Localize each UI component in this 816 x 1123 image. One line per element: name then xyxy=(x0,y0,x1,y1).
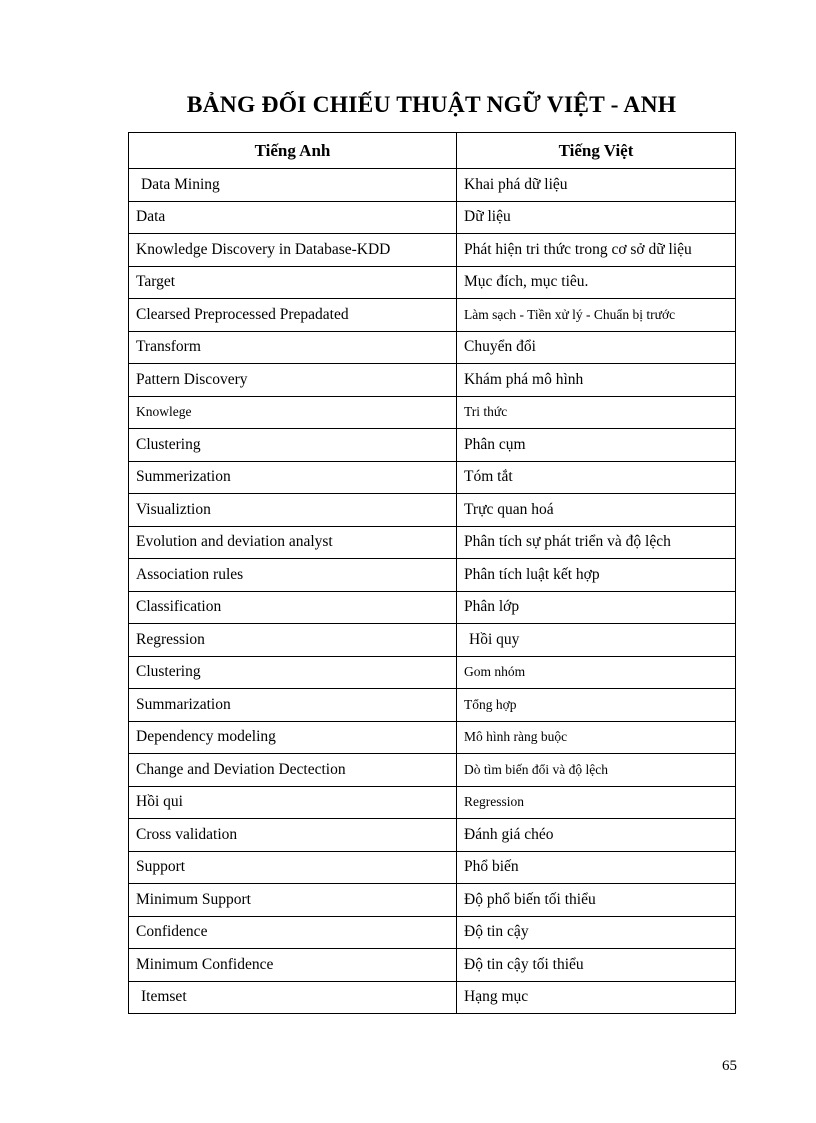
table-header-row xyxy=(129,133,736,169)
table-row xyxy=(129,786,736,819)
table-row xyxy=(129,526,736,559)
table-row xyxy=(129,234,736,267)
table-row xyxy=(129,591,736,624)
english-term: Data Mining xyxy=(129,169,457,202)
vietnamese-term: Phân lớp xyxy=(457,591,736,624)
english-term: Summerization xyxy=(129,461,457,494)
english-term: Association rules xyxy=(129,559,457,592)
vietnamese-term: Regression xyxy=(457,786,736,819)
english-term: Transform xyxy=(129,331,457,364)
vietnamese-term: Phổ biến xyxy=(457,851,736,884)
table-row xyxy=(129,624,736,657)
vietnamese-term: Phát hiện tri thức trong cơ sở dữ liệu xyxy=(457,234,736,267)
english-term: Change and Deviation Dectection xyxy=(129,754,457,787)
english-term: Summarization xyxy=(129,689,457,722)
vietnamese-term: Độ tin cậy xyxy=(457,916,736,949)
english-term: Minimum Support xyxy=(129,884,457,917)
vietnamese-term: Khám phá mô hình xyxy=(457,364,736,397)
english-term: Itemset xyxy=(129,981,457,1014)
vietnamese-term: Làm sạch - Tiền xử lý - Chuẩn bị trước xyxy=(457,299,736,332)
vietnamese-term: Mục đích, mục tiêu. xyxy=(457,266,736,299)
english-term: Clustering xyxy=(129,429,457,462)
table-row xyxy=(129,754,736,787)
english-term: Pattern Discovery xyxy=(129,364,457,397)
vietnamese-term: Phân tích sự phát triển và độ lệch xyxy=(457,526,736,559)
vietnamese-term: Phân cụm xyxy=(457,429,736,462)
english-term: Confidence xyxy=(129,916,457,949)
glossary-table xyxy=(128,132,736,1014)
english-term: Dependency modeling xyxy=(129,721,457,754)
vietnamese-term: Tổng hợp xyxy=(457,689,736,722)
table-row xyxy=(129,689,736,722)
vietnamese-term: Gom nhóm xyxy=(457,656,736,689)
table-row xyxy=(129,656,736,689)
table-row xyxy=(129,169,736,202)
table-row xyxy=(129,494,736,527)
table-row xyxy=(129,299,736,332)
table-row xyxy=(129,396,736,429)
table-row xyxy=(129,851,736,884)
table-row xyxy=(129,559,736,592)
vietnamese-term: Tóm tắt xyxy=(457,461,736,494)
english-term: Data xyxy=(129,201,457,234)
vietnamese-term: Dò tìm biến đổi và độ lệch xyxy=(457,754,736,787)
english-term: Classification xyxy=(129,591,457,624)
english-term: Clustering xyxy=(129,656,457,689)
table-row xyxy=(129,266,736,299)
vietnamese-term: Phân tích luật kết hợp xyxy=(457,559,736,592)
table-row xyxy=(129,949,736,982)
english-term: Knowlege xyxy=(129,396,457,429)
english-term: Minimum Confidence xyxy=(129,949,457,982)
header-english: Tiếng Anh xyxy=(129,133,457,169)
english-term: Cross validation xyxy=(129,819,457,852)
vietnamese-term: Chuyển đổi xyxy=(457,331,736,364)
vietnamese-term: Khai phá dữ liệu xyxy=(457,169,736,202)
table-row xyxy=(129,819,736,852)
table-row xyxy=(129,721,736,754)
vietnamese-term: Hồi quy xyxy=(457,624,736,657)
header-vietnamese: Tiếng Việt xyxy=(457,133,736,169)
vietnamese-term: Mô hình ràng buộc xyxy=(457,721,736,754)
page-title: BẢNG ĐỐI CHIẾU THUẬT NGỮ VIỆT - ANH xyxy=(186,92,677,118)
vietnamese-term: Dữ liệu xyxy=(457,201,736,234)
table-row xyxy=(129,364,736,397)
english-term: Hồi qui xyxy=(129,786,457,819)
english-term: Regression xyxy=(129,624,457,657)
table-row xyxy=(129,916,736,949)
english-term: Clearsed Preprocessed Prepadated xyxy=(129,299,457,332)
vietnamese-term: Độ tin cậy tối thiểu xyxy=(457,949,736,982)
vietnamese-term: Đánh giá chéo xyxy=(457,819,736,852)
table-row xyxy=(129,884,736,917)
vietnamese-term: Hạng mục xyxy=(457,981,736,1014)
english-term: Knowledge Discovery in Database-KDD xyxy=(129,234,457,267)
table-row xyxy=(129,981,736,1014)
english-term: Evolution and deviation analyst xyxy=(129,526,457,559)
vietnamese-term: Trực quan hoá xyxy=(457,494,736,527)
vietnamese-term: Tri thức xyxy=(457,396,736,429)
table-row xyxy=(129,429,736,462)
page-number: 65 xyxy=(722,1058,737,1074)
table-row xyxy=(129,331,736,364)
vietnamese-term: Độ phổ biến tối thiểu xyxy=(457,884,736,917)
english-term: Visualiztion xyxy=(129,494,457,527)
english-term: Support xyxy=(129,851,457,884)
english-term: Target xyxy=(129,266,457,299)
table-row xyxy=(129,201,736,234)
table-row xyxy=(129,461,736,494)
